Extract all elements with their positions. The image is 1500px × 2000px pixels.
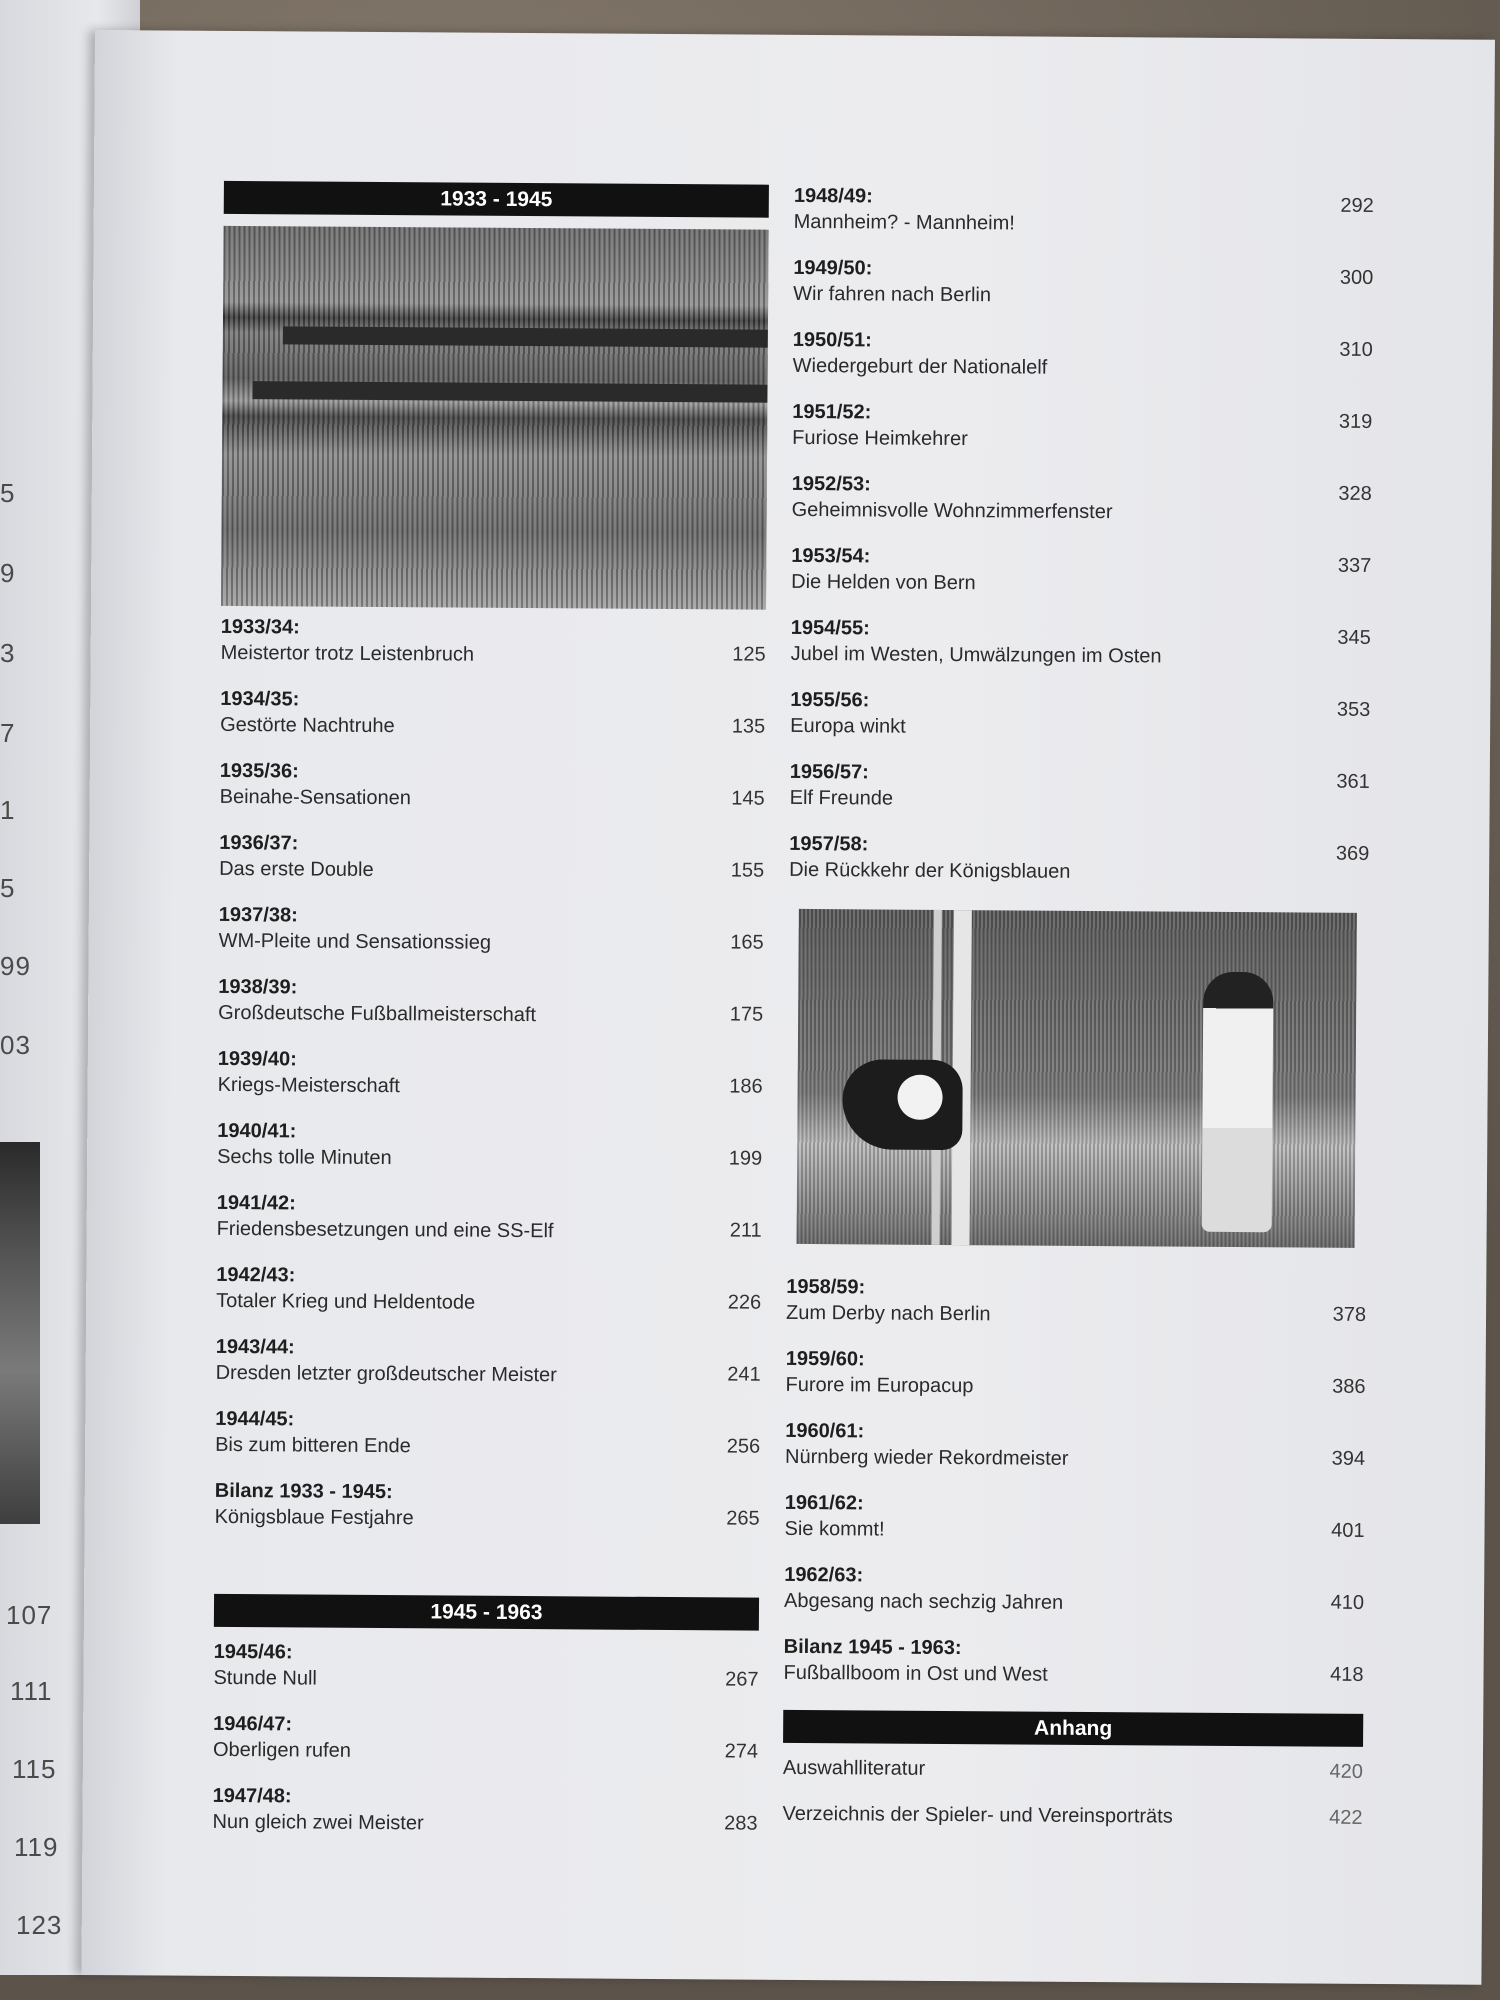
toc-entry[interactable] — [217, 1190, 762, 1252]
entry-page-number: 135 — [731, 715, 766, 738]
toc-entry[interactable] — [213, 1711, 758, 1773]
entry-title: Furiose Heimkehrer — [792, 426, 968, 451]
contents-page — [81, 30, 1495, 1985]
toc-entry[interactable] — [221, 614, 766, 676]
entry-season: 1935/36: — [219, 759, 299, 783]
entry-title: Großdeutsche Fußballmeisterschaft — [218, 1001, 537, 1027]
toc-entry[interactable] — [794, 183, 1374, 245]
toc-entry[interactable] — [212, 1783, 757, 1845]
entry-season: 1947/48: — [212, 1784, 292, 1808]
entry-title: Die Helden von Bern — [791, 570, 976, 595]
entry-season: 1933/34: — [220, 615, 300, 639]
entry-page-number: 353 — [1336, 698, 1371, 721]
entry-season: 1946/47: — [213, 1712, 293, 1736]
entry-page-number: 337 — [1337, 554, 1372, 577]
entry-title: WM-Pleite und Sensationssieg — [218, 929, 492, 954]
prev-page-number: 111 — [10, 1676, 53, 1706]
entry-page-number: 386 — [1332, 1375, 1366, 1398]
entry-page-number: 165 — [730, 931, 764, 954]
entry-season: 1944/45: — [215, 1407, 295, 1431]
entry-season: 1945/46: — [213, 1640, 293, 1664]
entry-season: 1961/62: — [784, 1491, 864, 1515]
entry-season: Bilanz 1945 - 1963: — [783, 1635, 962, 1660]
prev-page-number: 119 — [14, 1832, 59, 1862]
entry-season: 1938/39: — [218, 975, 298, 999]
entry-title: Elf Freunde — [789, 786, 894, 810]
entry-page-number: 345 — [1337, 626, 1371, 649]
entry-page-number: 283 — [724, 1812, 758, 1835]
entry-page-number: 292 — [1340, 194, 1374, 217]
entry-title: Meistertor trotz Leistenbruch — [220, 641, 475, 666]
prev-page-number: 1 — [0, 795, 16, 825]
entry-title: Geheimnisvolle Wohnzimmerfenster — [791, 498, 1113, 524]
entry-title: Fußballboom in Ost und West — [783, 1661, 1048, 1686]
entry-title: Verzeichnis der Spieler- und Vereinsporträts — [782, 1802, 1173, 1828]
toc-entry[interactable] — [793, 255, 1373, 317]
stadium-tier — [283, 326, 768, 347]
entry-title: Abgesang nach sechzig Jahren — [783, 1589, 1064, 1614]
entry-page-number: 211 — [729, 1219, 762, 1242]
toc-entry[interactable] — [790, 759, 1370, 821]
entry-page-number: 226 — [727, 1291, 762, 1314]
toc-entry[interactable] — [785, 1346, 1365, 1408]
toc-entry[interactable] — [216, 1262, 761, 1324]
entry-page-number: 420 — [1329, 1760, 1363, 1783]
entry-page-number: 256 — [726, 1435, 761, 1458]
entry-title: Wiedergeburt der Nationalelf — [792, 354, 1048, 379]
appendix-entry[interactable] — [782, 1801, 1362, 1831]
toc-entry[interactable] — [218, 1046, 763, 1108]
entry-season: 1962/63: — [784, 1563, 864, 1587]
prev-page-number: 5 — [0, 478, 16, 508]
entry-season: 1939/40: — [217, 1047, 297, 1071]
entry-season: 1956/57: — [789, 760, 869, 784]
toc-entry[interactable] — [786, 1274, 1366, 1336]
toc-entry[interactable] — [784, 1490, 1364, 1552]
toc-entry[interactable] — [219, 830, 764, 892]
entry-title: Friedensbesetzungen und eine SS-Elf — [216, 1217, 554, 1243]
appendix-entry[interactable] — [783, 1755, 1363, 1785]
entry-title: Nun gleich zwei Meister — [212, 1810, 424, 1835]
toc-entry[interactable] — [790, 687, 1370, 749]
entry-season: 1949/50: — [793, 256, 873, 280]
section-header-1933-1945: 1933 - 1945 — [224, 181, 769, 218]
prev-page-number: 123 — [16, 1910, 63, 1940]
entry-season: 1937/38: — [218, 903, 298, 927]
entry-season: 1943/44: — [215, 1335, 295, 1359]
entry-page-number: 186 — [729, 1075, 763, 1098]
entry-title: Sechs tolle Minuten — [217, 1145, 392, 1170]
entry-page-number: 267 — [725, 1668, 759, 1691]
prev-page-number: 9 — [0, 558, 16, 588]
entry-page-number: 361 — [1336, 770, 1370, 793]
entry-title: Wir fahren nach Berlin — [793, 282, 992, 307]
entry-title: Europa winkt — [790, 714, 906, 738]
toc-entry[interactable] — [220, 686, 765, 748]
toc-entry[interactable] — [791, 543, 1371, 605]
toc-entry[interactable] — [219, 902, 764, 964]
entry-title: Furore im Europacup — [785, 1373, 974, 1398]
entry-title: Zum Derby nach Berlin — [785, 1301, 991, 1326]
entry-title: Totaler Krieg und Heldentode — [216, 1289, 476, 1314]
entry-page-number: 155 — [730, 859, 765, 882]
entry-page-number: 410 — [1330, 1591, 1365, 1614]
stadium-photo — [221, 226, 769, 610]
toc-entry[interactable] — [792, 399, 1372, 461]
entry-title: Dresden letzter großdeutscher Meister — [215, 1361, 557, 1387]
entry-title: Die Rückkehr der Königsblauen — [789, 858, 1071, 883]
prev-page-number: 107 — [6, 1600, 53, 1630]
entry-season: 1955/56: — [790, 688, 870, 712]
entry-title: Oberligen rufen — [212, 1738, 351, 1762]
entry-title: Das erste Double — [219, 857, 374, 881]
toc-entry[interactable] — [218, 974, 763, 1036]
toc-entry[interactable] — [789, 831, 1369, 893]
toc-entry[interactable] — [792, 471, 1372, 533]
entry-page-number: 175 — [729, 1003, 764, 1026]
entry-title: Bis zum bitteren Ende — [215, 1433, 411, 1458]
entry-page-number: 274 — [724, 1740, 759, 1763]
entry-title: Stunde Null — [213, 1666, 317, 1690]
entry-page-number: 378 — [1332, 1303, 1367, 1326]
entry-season: 1959/60: — [785, 1347, 865, 1371]
entry-season: 1942/43: — [216, 1263, 296, 1287]
section-header-anhang: Anhang — [783, 1710, 1363, 1747]
entry-season: 1940/41: — [217, 1119, 297, 1143]
entry-season: 1958/59: — [786, 1275, 866, 1299]
entry-page-number: 265 — [726, 1507, 760, 1530]
entry-title: Kriegs-Meisterschaft — [217, 1073, 400, 1098]
entry-title: Gestörte Nachtruhe — [220, 713, 395, 738]
entry-season: 1953/54: — [791, 544, 871, 568]
prev-page-number: 3 — [0, 638, 16, 668]
prev-page-number: 7 — [0, 718, 16, 748]
entry-page-number: 401 — [1331, 1519, 1365, 1542]
entry-season: 1936/37: — [219, 831, 299, 855]
entry-season: 1948/49: — [793, 184, 873, 208]
entry-season: 1954/55: — [790, 616, 870, 640]
entry-page-number: 199 — [728, 1147, 763, 1170]
toc-entry[interactable] — [220, 758, 765, 820]
right-column — [782, 183, 1374, 1851]
entry-season: 1950/51: — [792, 328, 872, 352]
toc-entry[interactable] — [784, 1562, 1364, 1624]
match-photo — [797, 909, 1357, 1248]
toc-entry[interactable] — [215, 1334, 760, 1396]
entry-page-number: 300 — [1339, 266, 1374, 289]
entry-page-number: 145 — [731, 787, 765, 810]
striker — [1202, 972, 1274, 1232]
prev-page-number: 5 — [0, 873, 16, 903]
entry-page-number: 422 — [1329, 1806, 1363, 1829]
entry-page-number: 418 — [1330, 1663, 1364, 1686]
entry-page-number: 394 — [1331, 1447, 1366, 1470]
toc-entry-summary[interactable] — [214, 1478, 759, 1540]
entry-page-number: 369 — [1335, 842, 1370, 865]
entry-season: 1960/61: — [785, 1419, 865, 1443]
prev-page-number: 99 — [0, 951, 31, 981]
entry-page-number: 125 — [732, 643, 766, 666]
left-column — [212, 181, 769, 1859]
entry-title: Auswahlliteratur — [782, 1756, 926, 1780]
toc-entry[interactable] — [791, 615, 1371, 677]
entry-title: Nürnberg wieder Rekordmeister — [784, 1445, 1069, 1470]
toc-entry[interactable] — [213, 1639, 758, 1701]
entry-title: Beinahe-Sensationen — [219, 785, 411, 810]
toc-entry[interactable] — [215, 1406, 760, 1468]
spacer — [214, 1550, 759, 1598]
entry-page-number: 319 — [1338, 410, 1373, 433]
entry-title: Mannheim? - Mannheim! — [793, 210, 1015, 235]
entry-page-number: 310 — [1339, 338, 1373, 361]
section-header-1945-1963: 1945 - 1963 — [214, 1594, 759, 1631]
entry-season: 1952/53: — [791, 472, 871, 496]
prev-page-photo — [0, 1142, 40, 1524]
entry-title: Jubel im Westen, Umwälzungen im Osten — [790, 642, 1162, 668]
prev-page-number: 03 — [0, 1030, 31, 1060]
entry-title: Sie kommt! — [784, 1517, 885, 1541]
toc-entry[interactable] — [217, 1118, 762, 1180]
prev-page-number: 115 — [12, 1754, 57, 1784]
entry-page-number: 241 — [727, 1363, 761, 1386]
entry-season: 1934/35: — [220, 687, 300, 711]
entry-season: 1957/58: — [789, 832, 869, 856]
entry-page-number: 328 — [1338, 482, 1372, 505]
ball — [897, 1075, 942, 1120]
stadium-tier — [252, 381, 767, 403]
entry-season: 1951/52: — [792, 400, 872, 424]
toc-entry-summary[interactable] — [783, 1634, 1363, 1696]
toc-entry[interactable] — [793, 327, 1373, 389]
toc-entry[interactable] — [785, 1418, 1365, 1480]
entry-season: Bilanz 1933 - 1945: — [214, 1479, 393, 1504]
entry-season: 1941/42: — [216, 1191, 296, 1215]
entry-title: Königsblaue Festjahre — [214, 1505, 414, 1530]
